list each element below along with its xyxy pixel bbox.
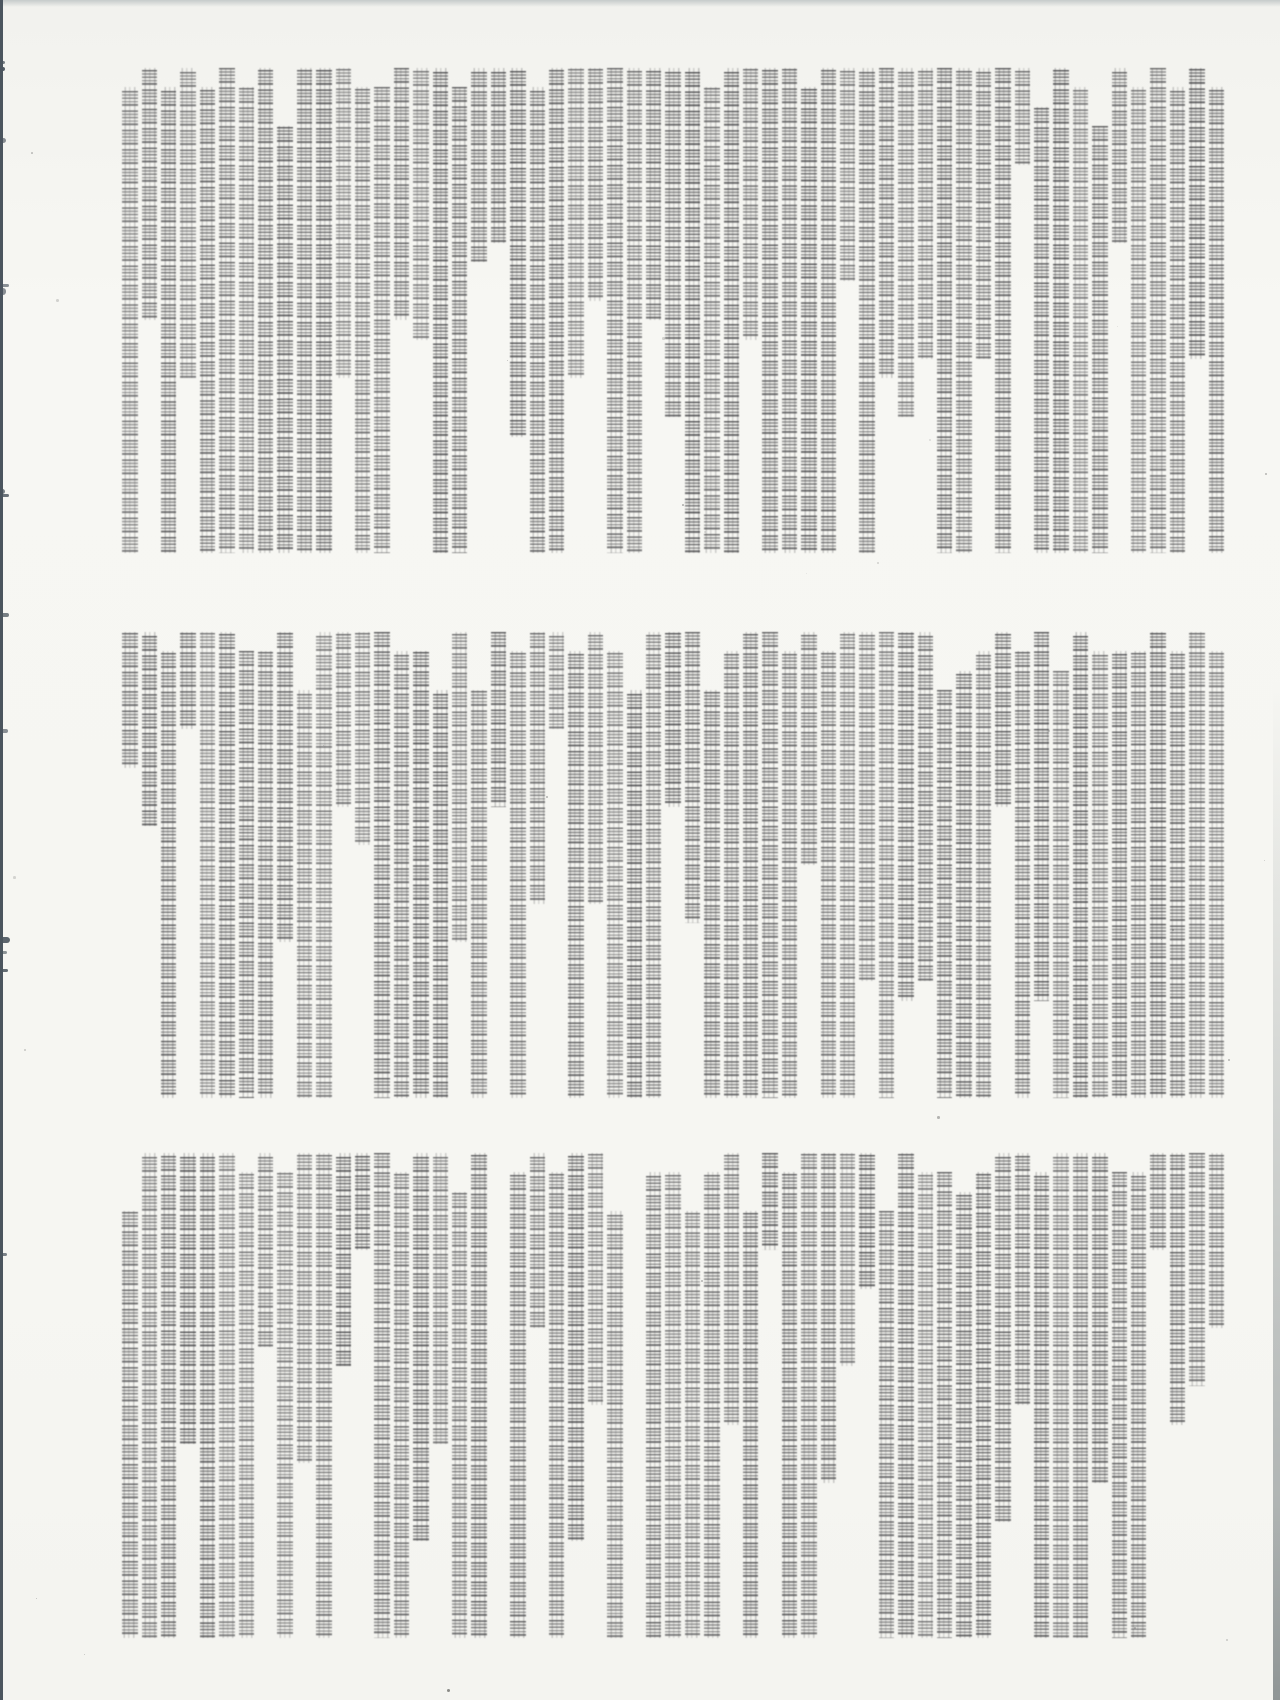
text-column — [879, 68, 895, 378]
text-column — [180, 1153, 196, 1444]
text-column — [239, 1172, 255, 1638]
text-column — [743, 632, 759, 1098]
text-column — [685, 1211, 701, 1638]
text-column — [1189, 1153, 1205, 1386]
text-column — [142, 632, 158, 826]
text-column — [219, 68, 235, 553]
text-column — [1189, 68, 1205, 359]
text-column — [394, 1172, 410, 1638]
text-column — [976, 1172, 992, 1638]
ink-speck — [13, 876, 16, 879]
text-column — [704, 690, 720, 1097]
binding-edge-nub — [0, 67, 5, 71]
ink-speck — [1265, 473, 1267, 475]
text-column — [859, 68, 875, 553]
text-column — [1150, 632, 1166, 1098]
ink-speck — [447, 1689, 450, 1692]
text-column — [1015, 651, 1031, 1097]
text-column — [413, 68, 429, 340]
text-column — [1209, 87, 1225, 553]
text-column — [1034, 1172, 1050, 1638]
text-column — [355, 632, 371, 845]
text-column — [433, 1153, 449, 1444]
binding-edge-nub — [0, 284, 9, 287]
text-column — [976, 68, 992, 359]
ink-speck — [31, 152, 33, 154]
text-column — [801, 1153, 817, 1638]
page-right-edge-shadow — [1273, 0, 1280, 1700]
text-column — [258, 1153, 274, 1347]
text-column — [937, 690, 953, 1097]
text-column — [704, 1172, 720, 1638]
text-column — [1150, 1153, 1166, 1250]
text-column — [821, 651, 837, 1097]
text-column — [665, 68, 681, 417]
binding-edge-nub — [0, 494, 9, 497]
text-column — [336, 68, 352, 378]
text-column — [219, 632, 235, 1098]
text-column — [374, 632, 390, 1098]
text-column — [1073, 1153, 1089, 1638]
text-column — [1112, 68, 1128, 243]
text-column — [336, 1153, 352, 1366]
text-column — [646, 1172, 662, 1638]
text-column — [1034, 107, 1050, 553]
text-column — [782, 651, 798, 1097]
text-column — [471, 690, 487, 1097]
text-column — [316, 632, 332, 1098]
text-column — [995, 632, 1011, 807]
text-column — [433, 68, 449, 553]
text-column — [277, 632, 293, 942]
binding-edge-nub — [0, 288, 6, 295]
text-column — [956, 68, 972, 553]
text-column — [413, 651, 429, 1097]
text-column — [180, 68, 196, 378]
ink-speck — [36, 1598, 37, 1599]
text-column — [685, 632, 701, 923]
text-column — [200, 1153, 216, 1638]
text-column — [200, 632, 216, 1098]
text-column — [142, 68, 158, 320]
text-column — [510, 1172, 526, 1638]
text-column — [142, 1153, 158, 1638]
text-column — [956, 671, 972, 1098]
text-column — [374, 1153, 390, 1638]
text-column — [607, 68, 623, 553]
ink-speck — [877, 562, 879, 564]
ink-speck — [662, 337, 665, 340]
text-column — [568, 1153, 584, 1541]
text-column — [627, 68, 643, 553]
text-band-middle — [118, 632, 1224, 1090]
text-column — [1015, 1153, 1031, 1405]
text-column — [374, 87, 390, 553]
text-column — [510, 651, 526, 1097]
text-column — [821, 68, 837, 553]
text-column — [471, 68, 487, 262]
text-column — [1092, 126, 1108, 553]
text-column — [782, 68, 798, 553]
text-column — [568, 651, 584, 1097]
text-column — [743, 1211, 759, 1638]
text-column — [471, 1153, 487, 1638]
text-column — [1131, 1172, 1147, 1638]
text-column — [724, 1153, 740, 1425]
ink-speck — [1226, 1639, 1228, 1641]
text-column — [685, 68, 701, 553]
text-column — [161, 1153, 177, 1638]
text-column — [879, 1211, 895, 1638]
ink-speck — [937, 1116, 940, 1119]
text-column — [452, 87, 468, 553]
text-column — [491, 632, 507, 807]
text-column — [1131, 87, 1147, 553]
ink-speck — [546, 796, 548, 798]
text-column — [510, 68, 526, 437]
binding-edge-nub — [0, 969, 8, 972]
text-column — [530, 87, 546, 553]
text-column — [588, 68, 604, 301]
text-column — [1150, 68, 1166, 553]
text-column — [239, 651, 255, 1097]
text-column — [665, 632, 681, 807]
text-column — [452, 632, 468, 942]
text-column — [530, 1153, 546, 1328]
text-column — [1073, 87, 1089, 553]
text-column — [743, 68, 759, 340]
text-column — [1053, 671, 1069, 1098]
text-column — [1092, 1153, 1108, 1483]
ink-speck — [24, 1049, 26, 1051]
text-column — [1170, 1153, 1186, 1425]
text-column — [607, 1211, 623, 1638]
text-column — [530, 632, 546, 904]
text-column — [898, 1153, 914, 1638]
text-column — [782, 1172, 798, 1638]
text-column — [646, 68, 662, 320]
text-band-top — [118, 68, 1224, 553]
text-column — [724, 651, 740, 1097]
text-column — [355, 87, 371, 553]
text-column — [336, 632, 352, 807]
text-column — [821, 1153, 837, 1483]
text-column — [200, 87, 216, 553]
text-column — [859, 1153, 875, 1289]
text-column — [1131, 651, 1147, 1097]
text-column — [646, 632, 662, 1098]
text-column — [394, 651, 410, 1097]
ink-speck — [806, 573, 807, 574]
text-column — [879, 632, 895, 1098]
binding-edge-nub — [0, 937, 10, 943]
text-column — [180, 632, 196, 729]
binding-edge-nub — [0, 951, 7, 954]
text-column — [161, 87, 177, 553]
text-column — [1034, 632, 1050, 1001]
text-column — [219, 1153, 235, 1638]
text-column — [840, 68, 856, 281]
text-column — [568, 68, 584, 378]
text-column — [1112, 1172, 1128, 1638]
binding-edge-nub — [0, 61, 5, 64]
text-column — [297, 1153, 313, 1463]
text-column — [1170, 651, 1186, 1097]
text-column — [918, 68, 934, 359]
text-column — [433, 690, 449, 1097]
text-column — [297, 68, 313, 553]
text-column — [588, 632, 604, 904]
text-column — [724, 68, 740, 553]
text-column — [762, 68, 778, 553]
text-column — [898, 68, 914, 417]
text-column — [588, 1153, 604, 1405]
text-column — [859, 632, 875, 981]
text-column — [976, 651, 992, 1097]
text-column — [1053, 68, 1069, 553]
text-column — [316, 1153, 332, 1638]
text-column — [995, 1153, 1011, 1522]
ink-speck — [682, 504, 684, 506]
text-column — [277, 1172, 293, 1638]
text-column — [956, 1192, 972, 1638]
text-column — [1092, 651, 1108, 1097]
text-column — [549, 1172, 565, 1638]
ink-speck — [1228, 1059, 1230, 1061]
text-column — [1112, 651, 1128, 1097]
text-column — [762, 632, 778, 1098]
text-column — [801, 632, 817, 865]
text-column — [995, 68, 1011, 553]
binding-edge-nub — [0, 138, 6, 143]
text-column — [122, 1211, 138, 1638]
text-column — [1053, 1153, 1069, 1638]
text-column — [258, 651, 274, 1097]
text-column — [665, 1172, 681, 1638]
binding-edge-nub — [0, 613, 9, 617]
text-column — [840, 1153, 856, 1366]
text-column — [297, 690, 313, 1097]
page-binding-edge — [0, 0, 3, 1700]
text-column — [1015, 68, 1031, 165]
text-column — [1209, 1153, 1225, 1328]
text-column — [549, 68, 565, 553]
text-column — [801, 87, 817, 553]
text-column — [937, 1172, 953, 1638]
text-column — [316, 68, 332, 553]
text-column — [277, 126, 293, 553]
ink-speck — [56, 299, 59, 302]
text-column — [918, 1172, 934, 1638]
text-column — [122, 632, 138, 768]
text-column — [840, 632, 856, 1098]
text-column — [491, 68, 507, 243]
text-column — [918, 632, 934, 981]
page-top-edge-shadow — [0, 0, 1280, 7]
text-column — [394, 68, 410, 320]
text-column — [258, 68, 274, 553]
text-column — [122, 87, 138, 553]
text-column — [239, 87, 255, 553]
text-column — [1209, 651, 1225, 1097]
binding-edge-nub — [0, 729, 8, 733]
text-column — [627, 690, 643, 1097]
text-column — [549, 632, 565, 729]
text-column — [161, 651, 177, 1097]
text-column — [355, 1153, 371, 1250]
binding-edge-nub — [0, 1253, 7, 1256]
text-column — [704, 87, 720, 553]
text-column — [937, 68, 953, 553]
text-column — [762, 1153, 778, 1250]
text-column — [1170, 87, 1186, 553]
ink-speck — [1264, 860, 1265, 861]
text-column — [1189, 632, 1205, 1098]
text-column — [607, 651, 623, 1097]
text-column — [413, 1153, 429, 1541]
text-column — [898, 632, 914, 1001]
ink-speck — [84, 1654, 85, 1655]
text-column — [1073, 632, 1089, 1098]
text-column — [452, 1192, 468, 1638]
text-band-bottom — [118, 1153, 1224, 1640]
